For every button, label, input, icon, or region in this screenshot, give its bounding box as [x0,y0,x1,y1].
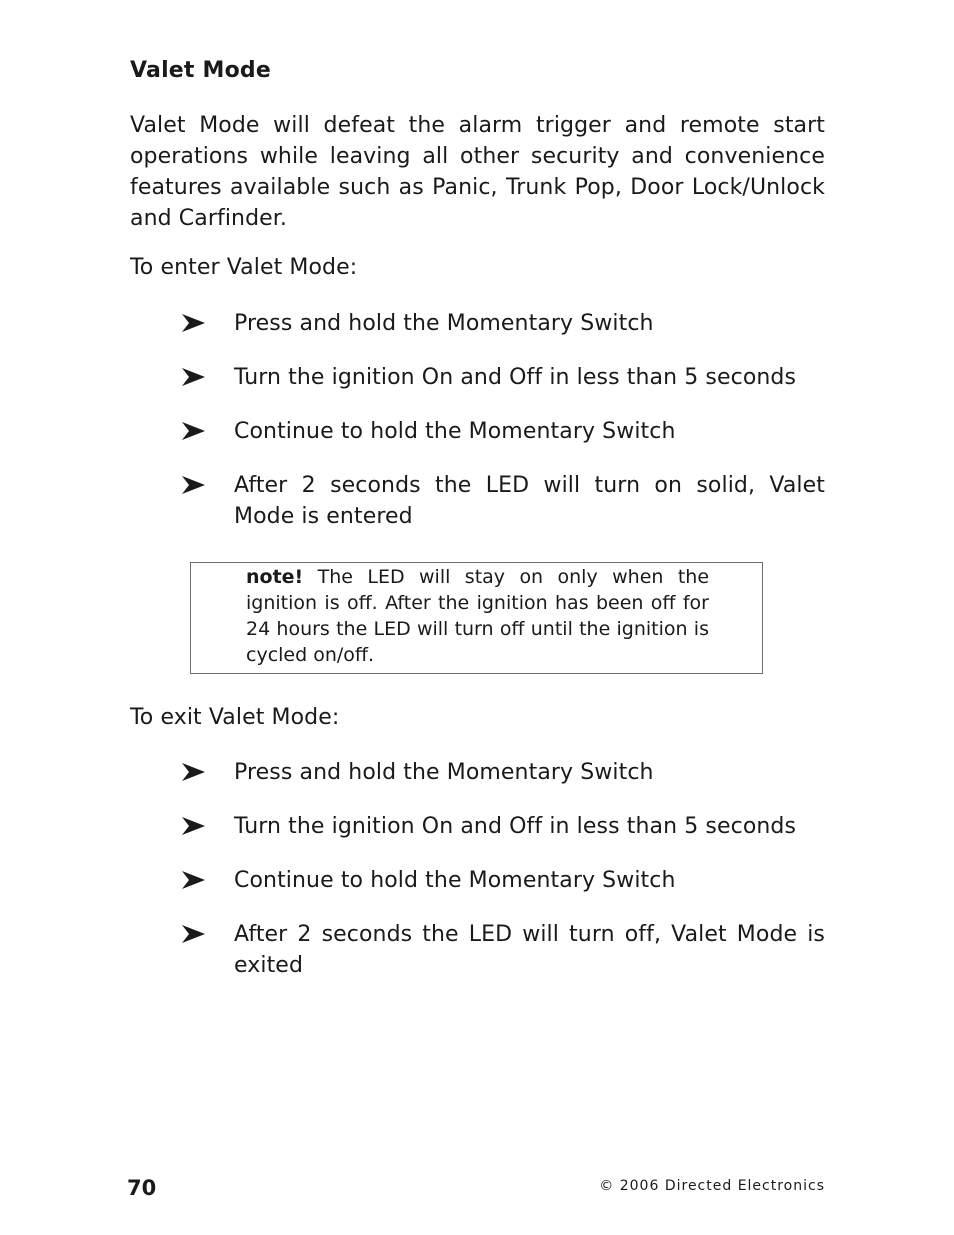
arrowhead-bullet-icon [180,924,206,944]
list-item [180,919,825,981]
list-item [180,416,825,447]
step-text: After 2 seconds the LED will turn on solid, Valet Mode is entered [234,473,825,529]
note-body: The LED will stay on only when the ignition is off. After the ignition has been off for 24 hours the LED will turn off until the ignition is cycled on/off. [246,566,710,666]
copyright-notice: © 2006 Directed Electronics [599,1178,825,1194]
note-text [246,564,709,668]
step-text: Continue to hold the Momentary Switch [234,419,676,444]
exit-valet-lead: To exit Valet Mode: [130,705,340,730]
note-label: note! [246,566,304,588]
list-item [180,865,825,896]
list-item [180,362,825,393]
list-item [180,757,825,788]
arrowhead-bullet-icon [180,816,206,836]
section-heading: Valet Mode [130,58,271,83]
list-item [180,308,825,339]
arrowhead-bullet-icon [180,421,206,441]
step-text: After 2 seconds the LED will turn off, Valet Mode is exited [234,922,825,978]
arrowhead-bullet-icon [180,475,206,495]
step-text: Turn the ignition On and Off in less than 5 seconds [234,814,797,839]
step-text: Press and hold the Momentary Switch [234,311,654,336]
enter-valet-lead: To enter Valet Mode: [130,255,358,280]
exit-steps-list [180,757,825,1004]
step-text: Press and hold the Momentary Switch [234,760,654,785]
list-item [180,811,825,842]
intro-paragraph: Valet Mode will defeat the alarm trigger and remote start operations while leaving all other security and convenience features available such as Panic, Trunk Pop, Door Lock/Unlock and Carfinder. [130,113,825,231]
list-item [180,470,825,532]
step-text: Continue to hold the Momentary Switch [234,868,676,893]
page-number: 70 [127,1176,157,1200]
arrowhead-bullet-icon [180,313,206,333]
arrowhead-bullet-icon [180,762,206,782]
arrowhead-bullet-icon [180,870,206,890]
enter-steps-list [180,308,825,555]
step-text: Turn the ignition On and Off in less than 5 seconds [234,365,797,390]
arrowhead-bullet-icon [180,367,206,387]
